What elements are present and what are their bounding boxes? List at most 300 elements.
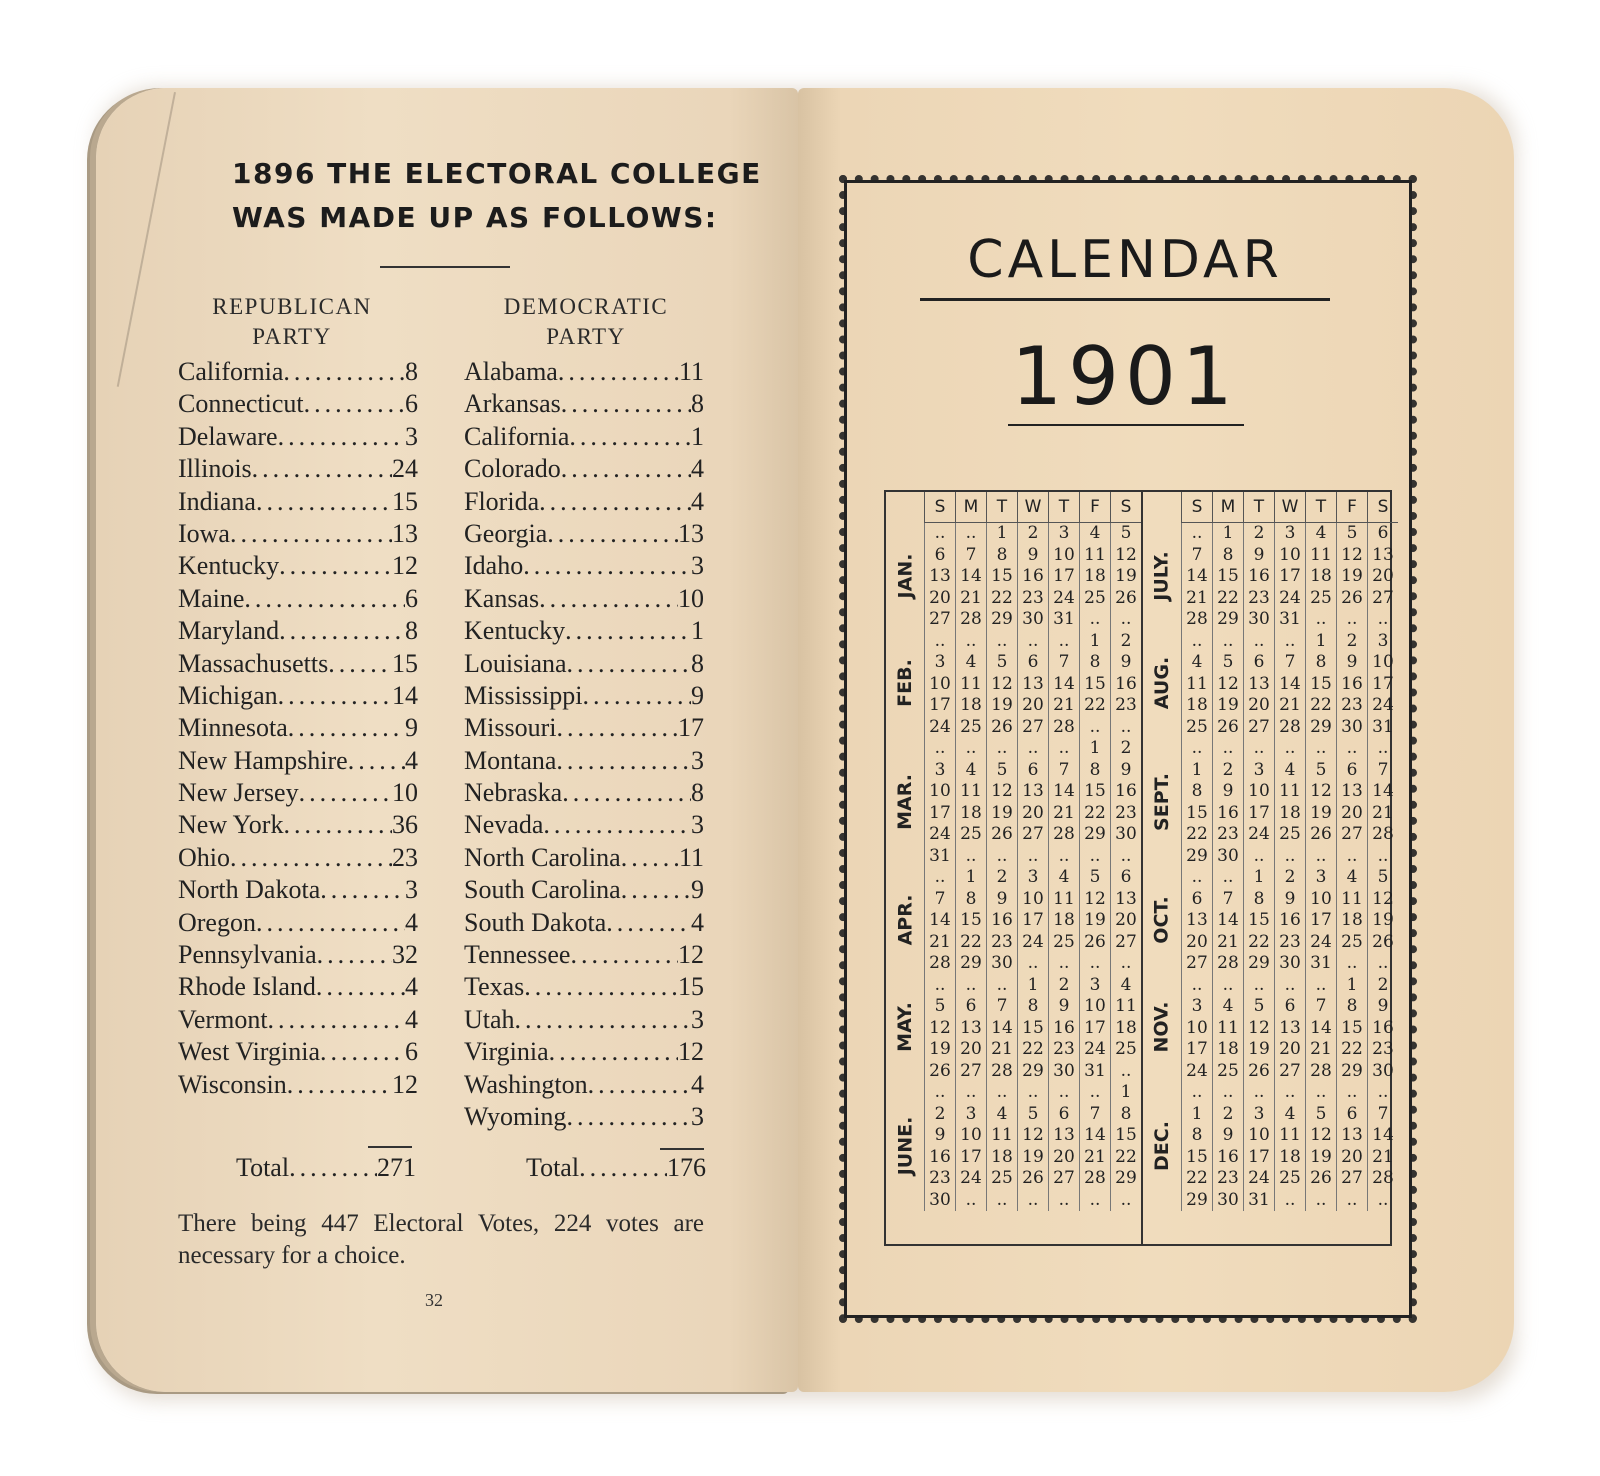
month-label <box>886 974 924 1082</box>
day-cell: 7 <box>924 889 955 911</box>
day-cell: .. <box>955 846 986 868</box>
day-cell: 26 <box>1079 932 1110 954</box>
day-cell: 16 <box>1212 803 1243 825</box>
day-cell: 11 <box>1212 1018 1243 1040</box>
day-cell: 9 <box>1212 1125 1243 1147</box>
day-cell: .. <box>986 975 1017 997</box>
republican-sum-rule <box>368 1146 412 1148</box>
day-cell: 7 <box>1048 760 1079 782</box>
day-cell: 11 <box>986 1125 1017 1147</box>
day-cell: 31 <box>924 846 955 868</box>
day-cell: .. <box>1048 738 1079 760</box>
democratic-state-row <box>464 680 704 712</box>
day-cell: 17 <box>955 1147 986 1169</box>
day-cell: 13 <box>1110 889 1141 911</box>
day-cell: 20 <box>1336 1147 1367 1169</box>
leader-dots <box>543 809 691 841</box>
day-cell: 14 <box>924 910 955 932</box>
day-cell: 10 <box>1181 1018 1212 1040</box>
day-cell: 17 <box>924 803 955 825</box>
day-cell: 18 <box>1274 1147 1305 1169</box>
leader-dots <box>230 842 392 874</box>
day-cell: 11 <box>1079 545 1110 567</box>
day-cell: .. <box>1367 953 1398 975</box>
electoral-votes: 36 <box>392 810 418 840</box>
day-cell: 24 <box>1243 1168 1274 1190</box>
day-cell: 23 <box>1212 1168 1243 1190</box>
day-cell: 17 <box>1017 910 1048 932</box>
day-cell: 9 <box>1212 781 1243 803</box>
day-cell: 4 <box>1212 996 1243 1018</box>
day-cell: 29 <box>1305 717 1336 739</box>
republican-header <box>172 292 412 352</box>
electoral-votes: 9 <box>691 680 704 710</box>
day-cell: .. <box>955 631 986 653</box>
day-cell: .. <box>1336 609 1367 631</box>
day-cell: 18 <box>1212 1039 1243 1061</box>
month-label <box>1143 866 1181 974</box>
day-cell: .. <box>955 738 986 760</box>
day-cell: 5 <box>986 760 1017 782</box>
electoral-votes: 8 <box>405 357 418 386</box>
electoral-votes: 9 <box>405 713 418 743</box>
day-cell: 15 <box>1305 674 1336 696</box>
day-cell: .. <box>1305 1190 1336 1212</box>
electoral-votes: 3 <box>405 875 418 905</box>
day-cell: .. <box>1243 1082 1274 1104</box>
day-cell: 30 <box>1367 1061 1398 1083</box>
day-cell: 8 <box>1110 1104 1141 1126</box>
day-cell: 7 <box>1367 1104 1398 1126</box>
day-cell: 1 <box>1243 867 1274 889</box>
day-cell: 10 <box>1079 996 1110 1018</box>
month-label <box>886 630 924 738</box>
republican-state-row <box>178 809 418 841</box>
day-cell: 6 <box>1336 760 1367 782</box>
day-cell: 12 <box>1367 889 1398 911</box>
day-cell: 11 <box>1274 781 1305 803</box>
day-cell: 20 <box>1110 910 1141 932</box>
day-cell: 12 <box>1336 545 1367 567</box>
day-cell: 19 <box>1110 566 1141 588</box>
republican-state-row <box>178 583 418 615</box>
day-cell: 20 <box>1017 803 1048 825</box>
day-cell: 24 <box>924 717 955 739</box>
day-cell: 4 <box>1110 975 1141 997</box>
day-cell: 6 <box>1243 652 1274 674</box>
day-cell: 26 <box>986 824 1017 846</box>
democratic-state-row <box>464 356 704 388</box>
republican-state-row <box>178 648 418 680</box>
day-cell: 4 <box>986 1104 1017 1126</box>
day-cell: 13 <box>955 1018 986 1040</box>
day-cell: 4 <box>1305 523 1336 545</box>
day-cell: 21 <box>1212 932 1243 954</box>
day-cell: .. <box>1212 867 1243 889</box>
electoral-votes: 4 <box>691 1069 704 1099</box>
day-cell: 15 <box>986 566 1017 588</box>
leader-dots <box>547 518 678 550</box>
day-cell: .. <box>1017 1190 1048 1212</box>
day-cell: .. <box>1017 846 1048 868</box>
day-cell: 6 <box>1048 1104 1079 1126</box>
day-cell: 31 <box>1048 609 1079 631</box>
day-cell: 2 <box>1110 631 1141 653</box>
state-name: Pennsylvania <box>178 940 317 970</box>
day-cell: 1 <box>1336 975 1367 997</box>
month-label <box>1143 974 1181 1082</box>
day-cell: 5 <box>924 996 955 1018</box>
day-cell: 25 <box>1079 588 1110 610</box>
day-cell: 18 <box>955 695 986 717</box>
leader-dots <box>556 745 691 777</box>
state-name: California <box>178 357 284 386</box>
day-cell: 14 <box>1181 566 1212 588</box>
day-cell: 10 <box>955 1125 986 1147</box>
leader-dots <box>328 648 392 680</box>
day-cell: 14 <box>986 1018 1017 1040</box>
democratic-state-row <box>464 874 704 906</box>
day-cell: 20 <box>1367 566 1398 588</box>
day-cell: .. <box>1274 631 1305 653</box>
state-name: Connecticut <box>178 389 304 419</box>
state-name: Massachusetts <box>178 648 329 678</box>
state-name: New Jersey <box>178 778 299 808</box>
day-cell: 22 <box>1336 1039 1367 1061</box>
day-cell: 19 <box>1017 1147 1048 1169</box>
day-cell: 7 <box>1305 996 1336 1018</box>
day-cell: .. <box>1336 953 1367 975</box>
day-cell: 16 <box>1110 781 1141 803</box>
day-cell: 2 <box>924 1104 955 1126</box>
state-name: California <box>464 421 570 451</box>
month-label-text: MAR. <box>894 773 916 830</box>
electoral-votes: 12 <box>678 940 704 970</box>
weekday-header: W <box>1274 492 1305 523</box>
day-cell: 11 <box>955 674 986 696</box>
republican-state-row <box>178 1036 418 1068</box>
weekday-header: S <box>1367 492 1398 523</box>
day-cell: 2 <box>1212 760 1243 782</box>
day-cell: 24 <box>955 1168 986 1190</box>
day-cell: 13 <box>1336 1125 1367 1147</box>
day-cell: .. <box>1305 609 1336 631</box>
day-cell: 15 <box>1181 1147 1212 1169</box>
leader-dots <box>287 1069 392 1101</box>
day-cell: 4 <box>955 652 986 674</box>
day-cell: 15 <box>1079 674 1110 696</box>
democratic-header-line-2: PARTY <box>546 324 626 349</box>
day-cell: 14 <box>1048 674 1079 696</box>
day-cell: .. <box>1048 1190 1079 1212</box>
day-cell: .. <box>1243 846 1274 868</box>
day-cell: 22 <box>1305 695 1336 717</box>
day-cell: 17 <box>1048 566 1079 588</box>
day-cell: .. <box>1212 738 1243 760</box>
day-cell: 10 <box>1274 545 1305 567</box>
day-cell: 22 <box>1181 824 1212 846</box>
day-cell: 28 <box>1181 609 1212 631</box>
day-cell: 10 <box>1367 652 1398 674</box>
day-cell: 17 <box>1243 803 1274 825</box>
leader-dots <box>283 809 392 841</box>
electoral-votes: 17 <box>678 713 704 743</box>
state-name: Utah <box>464 1004 515 1034</box>
day-cell: 17 <box>924 695 955 717</box>
state-name: Michigan <box>178 680 278 710</box>
leader-dots <box>583 680 692 712</box>
republican-state-row <box>178 388 418 420</box>
day-cell: .. <box>924 867 955 889</box>
democratic-state-row <box>464 486 704 518</box>
republican-total <box>236 1153 416 1183</box>
day-cell: 24 <box>1243 824 1274 846</box>
day-cell: .. <box>1110 717 1141 739</box>
day-cell: 30 <box>1336 717 1367 739</box>
electoral-votes: 6 <box>405 1037 418 1067</box>
heading-line-2: WAS MADE UP AS FOLLOWS: <box>232 201 718 234</box>
republican-state-row <box>178 971 418 1003</box>
day-cell: .. <box>1367 738 1398 760</box>
state-name: Wisconsin <box>178 1069 287 1099</box>
day-cell: 11 <box>1048 889 1079 911</box>
day-cell: 12 <box>1305 781 1336 803</box>
day-cell: .. <box>1181 523 1212 545</box>
day-cell: 8 <box>1181 1125 1212 1147</box>
day-cell: 1 <box>1212 523 1243 545</box>
day-cell: 7 <box>1048 652 1079 674</box>
day-cell: .. <box>924 975 955 997</box>
republican-state-row <box>178 1069 418 1101</box>
electoral-votes: 4 <box>405 907 418 937</box>
day-cell: 4 <box>955 760 986 782</box>
state-name: South Dakota <box>464 907 607 937</box>
day-grid <box>1181 492 1398 1211</box>
democratic-state-row <box>464 971 704 1003</box>
heading-line-1: 1896 THE ELECTORAL COLLEGE <box>232 157 762 190</box>
day-cell: 22 <box>1017 1039 1048 1061</box>
month-label-text: JAN. <box>894 553 916 599</box>
day-cell: 1 <box>1079 631 1110 653</box>
day-cell: 2 <box>1048 975 1079 997</box>
republican-total-value: 271 <box>377 1153 416 1182</box>
month-label <box>886 737 924 866</box>
day-cell: 13 <box>924 566 955 588</box>
day-cell: 21 <box>1305 1039 1336 1061</box>
democratic-state-row <box>464 453 704 485</box>
day-cell: 25 <box>1212 1061 1243 1083</box>
electoral-votes: 10 <box>678 583 704 613</box>
day-cell: .. <box>986 631 1017 653</box>
leader-dots <box>278 680 392 712</box>
day-cell: 7 <box>1212 889 1243 911</box>
day-cell: .. <box>1110 846 1141 868</box>
day-cell: 26 <box>924 1061 955 1083</box>
electoral-votes: 3 <box>691 1101 704 1131</box>
state-name: Idaho <box>464 551 524 581</box>
electoral-votes-note: There being 447 Electoral Votes, 224 votes are necessary for a choice. <box>178 1210 704 1269</box>
day-cell: 15 <box>1079 781 1110 803</box>
day-cell: 24 <box>1181 1061 1212 1083</box>
weekday-header: F <box>1079 492 1110 523</box>
day-cell: 12 <box>1079 889 1110 911</box>
day-cell: 10 <box>1243 1125 1274 1147</box>
day-cell: 3 <box>924 652 955 674</box>
state-name: Rhode Island <box>178 972 316 1002</box>
day-cell: .. <box>1079 717 1110 739</box>
day-cell: 12 <box>986 674 1017 696</box>
state-name: Delaware <box>178 421 278 451</box>
day-cell: 29 <box>1181 1190 1212 1212</box>
day-cell: 18 <box>986 1147 1017 1169</box>
electoral-college-heading <box>232 152 762 240</box>
day-cell: 8 <box>1079 760 1110 782</box>
day-grid <box>924 492 1141 1211</box>
day-cell: .. <box>1110 1190 1141 1212</box>
day-cell: 30 <box>1212 1190 1243 1212</box>
day-cell: 19 <box>986 803 1017 825</box>
day-cell: 2 <box>986 867 1017 889</box>
month-label-text: JULY. <box>1151 551 1174 601</box>
day-cell: 13 <box>1274 1018 1305 1040</box>
day-cell: 26 <box>1305 824 1336 846</box>
day-cell: 30 <box>1243 609 1274 631</box>
day-cell: .. <box>1336 1190 1367 1212</box>
day-cell: 31 <box>1079 1061 1110 1083</box>
republican-state-row <box>178 874 418 906</box>
day-cell: 15 <box>1110 1125 1141 1147</box>
day-cell: 27 <box>1336 1168 1367 1190</box>
day-cell: .. <box>1048 953 1079 975</box>
day-cell: .. <box>1243 631 1274 653</box>
democratic-header-line-1: DEMOCRATIC <box>503 294 669 319</box>
day-cell: 5 <box>1017 1104 1048 1126</box>
republican-state-row <box>178 777 418 809</box>
day-cell: .. <box>1079 953 1110 975</box>
day-cell: 5 <box>986 652 1017 674</box>
day-cell: 28 <box>1212 953 1243 975</box>
day-cell: 20 <box>1017 695 1048 717</box>
day-cell: 4 <box>1274 1104 1305 1126</box>
day-cell: 12 <box>986 781 1017 803</box>
day-cell: .. <box>986 738 1017 760</box>
weekday-header: M <box>955 492 986 523</box>
day-cell: 27 <box>1017 824 1048 846</box>
day-cell: 9 <box>1367 996 1398 1018</box>
leader-dots <box>316 971 405 1003</box>
day-cell: .. <box>1181 975 1212 997</box>
day-cell: 9 <box>986 889 1017 911</box>
day-cell: 24 <box>1367 695 1398 717</box>
day-cell: 9 <box>924 1125 955 1147</box>
leader-dots <box>606 907 691 939</box>
day-cell: 12 <box>1305 1125 1336 1147</box>
electoral-votes: 14 <box>392 680 418 710</box>
day-cell: .. <box>1181 738 1212 760</box>
day-cell: 21 <box>986 1039 1017 1061</box>
weekday-header: M <box>1212 492 1243 523</box>
day-cell: 28 <box>924 953 955 975</box>
electoral-votes: 8 <box>691 389 704 419</box>
leader-dots <box>348 745 405 777</box>
state-name: Missouri <box>464 713 557 743</box>
day-cell: 17 <box>1181 1039 1212 1061</box>
day-cell: 31 <box>1243 1190 1274 1212</box>
day-cell: 2 <box>1274 867 1305 889</box>
day-cell: 7 <box>986 996 1017 1018</box>
day-cell: .. <box>1274 846 1305 868</box>
day-cell: .. <box>955 523 986 545</box>
day-cell: 8 <box>1243 889 1274 911</box>
democratic-total <box>526 1153 706 1183</box>
day-cell: 18 <box>1048 910 1079 932</box>
day-cell: 28 <box>1048 824 1079 846</box>
day-cell: 7 <box>1274 652 1305 674</box>
democratic-state-row <box>464 939 704 971</box>
day-cell: 9 <box>1017 545 1048 567</box>
day-cell: 27 <box>1243 717 1274 739</box>
day-cell: 15 <box>1212 566 1243 588</box>
state-name: Nevada <box>464 810 544 840</box>
day-cell: 3 <box>1305 867 1336 889</box>
state-name: Kentucky <box>464 616 566 646</box>
day-cell: .. <box>1336 846 1367 868</box>
day-cell: 23 <box>1274 932 1305 954</box>
month-label <box>1143 630 1181 738</box>
democratic-state-row <box>464 615 704 647</box>
day-cell: 25 <box>955 717 986 739</box>
day-cell: 11 <box>1336 889 1367 911</box>
day-cell: 29 <box>1181 846 1212 868</box>
leader-dots <box>515 1004 691 1036</box>
day-cell: 5 <box>1212 652 1243 674</box>
day-cell: .. <box>1274 738 1305 760</box>
leader-dots <box>256 486 392 518</box>
day-cell: 23 <box>1048 1039 1079 1061</box>
day-cell: 22 <box>1212 588 1243 610</box>
calendar-year: 1901 <box>1011 330 1239 423</box>
month-label <box>1143 1081 1181 1210</box>
day-cell: 1 <box>1017 975 1048 997</box>
day-cell: .. <box>924 631 955 653</box>
day-cell: 1 <box>955 867 986 889</box>
day-cell: 19 <box>924 1039 955 1061</box>
day-cell: 2 <box>1336 631 1367 653</box>
day-cell: .. <box>1367 1082 1398 1104</box>
day-cell: 16 <box>1336 674 1367 696</box>
leader-dots <box>244 583 405 615</box>
democratic-states-list <box>464 356 704 1133</box>
day-cell: 16 <box>1017 566 1048 588</box>
day-cell: 25 <box>986 1168 1017 1190</box>
day-cell: 3 <box>1274 523 1305 545</box>
day-cell: .. <box>1110 953 1141 975</box>
leader-dots <box>268 1004 405 1036</box>
day-cell: 20 <box>1274 1039 1305 1061</box>
day-cell: .. <box>1017 1082 1048 1104</box>
day-cell: 28 <box>1048 717 1079 739</box>
day-cell: 8 <box>1305 652 1336 674</box>
day-cell: 30 <box>1274 953 1305 975</box>
state-name: Georgia <box>464 518 548 548</box>
republican-state-row <box>178 712 418 744</box>
electoral-votes: 15 <box>392 486 418 516</box>
day-cell: 13 <box>1243 674 1274 696</box>
day-cell: 2 <box>1212 1104 1243 1126</box>
state-name: Mississippi <box>464 680 583 710</box>
day-cell: 12 <box>924 1018 955 1040</box>
day-cell: 13 <box>1048 1125 1079 1147</box>
